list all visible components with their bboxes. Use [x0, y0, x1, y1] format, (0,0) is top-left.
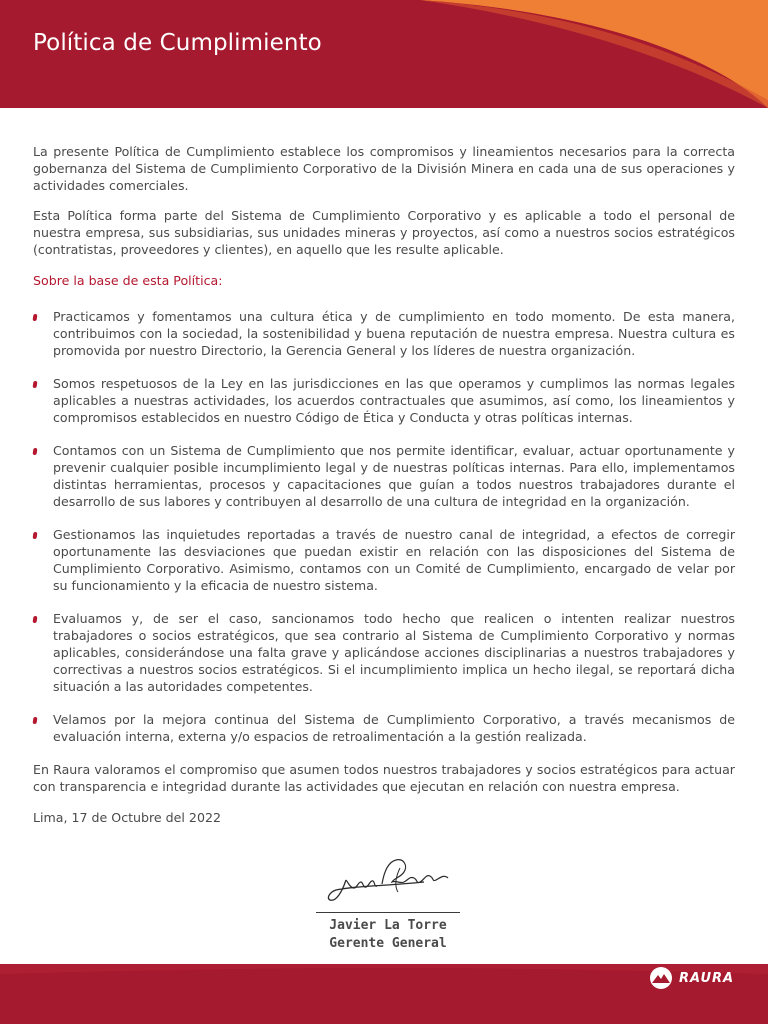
signature-line	[316, 912, 460, 913]
bullet-icon	[33, 448, 38, 455]
signature-block	[316, 852, 460, 953]
bullet-text: Evaluamos y, de ser el caso, sancionamos todo hecho que realicen o intenten realizar nuestros trabajadores o socios estratégicos, que sea contrario al Sistema de Cumplimiento Corporativo y normas aplicables, considerándose una falta grave y aplicándose acciones disciplinarias a nuestros trabajadores y correctivas a nuestros socios estratégicos. Si el incumplimiento implica un hecho ilegal, se reportará dicha situación a las autoridades competentes.	[53, 611, 735, 694]
list-item	[33, 308, 735, 359]
raura-logo-icon	[647, 966, 675, 990]
list-item	[33, 711, 735, 745]
intro-paragraph-2: Esta Política forma parte del Sistema de Cumplimiento Corporativo y es aplicable a todo el personal de nuestra empresa, sus subsidiarias, sus unidades mineras y proyectos, así como a nuestros socios estratégicos (contratistas, proveedores y clientes), en aquello que les resulte aplicable.	[33, 208, 735, 257]
date-line: Lima, 17 de Octubre del 2022	[33, 810, 221, 825]
bullet-text: Velamos por la mejora continua del Sistema de Cumplimiento Corporativo, a través mecanismos de evaluación interna, externa y/o espacios de retroalimentación a la gestión realizada.	[53, 712, 735, 744]
list-item	[33, 375, 735, 426]
raura-logo	[647, 966, 734, 990]
bullet-icon	[33, 314, 38, 321]
handwritten-signature	[324, 852, 456, 908]
list-item	[33, 442, 735, 510]
policy-bullet-list	[33, 308, 735, 745]
page-title: Política de Cumplimiento	[33, 30, 322, 56]
bullet-text: Contamos con un Sistema de Cumplimiento que nos permite identificar, evaluar, actuar oportunamente y prevenir cualquier posible incumplimiento legal y de nuestras políticas internas. Para ello, implementamos distintas herramientas, procesos y capacitaciones que guían a todos nuestros trabajadores durante el desarrollo de sus labores y contribuyen al desarrollo de una cultura de integridad en la organización.	[53, 443, 735, 509]
bullet-text: Somos respetuosos de la Ley en las jurisdicciones en las que operamos y cumplimos las normas legales aplicables a nuestras actividades, los acuerdos contractuales que asumimos, así como, los lineamientos y compromisos establecidos en nuestro Código de Ética y Conducta y otras políticas internas.	[53, 376, 735, 425]
bullet-text: Gestionamos las inquietudes reportadas a través de nuestro canal de integridad, a efectos de corregir oportunamente las desviaciones que puedan existir en relación con las disposiciones del Sistema de Cumplimiento Corporativo. Asimismo, contamos con un Comité de Cumplimiento, encargado de velar por su funcionamiento y la eficacia de nuestro sistema.	[53, 527, 735, 593]
signer-name: Javier La Torre	[329, 918, 447, 933]
intro-paragraph-1: La presente Política de Cumplimiento establece los compromisos y lineamientos necesarios para la correcta gobernanza del Sistema de Cumplimiento Corporativo de la División Minera en cada una de sus operaciones y actividades comerciales.	[33, 144, 735, 193]
header-banner	[0, 0, 768, 108]
list-item	[33, 610, 735, 695]
policy-body	[33, 143, 735, 840]
section-heading: Sobre la base de esta Política:	[33, 273, 223, 288]
closing-paragraph: En Raura valoramos el compromiso que asumen todos nuestros trabajadores y socios estratégicos para actuar con transparencia e integridad durante las actividades que ejecutan en relación con nuestra empresa.	[33, 762, 735, 794]
bullet-icon	[33, 616, 38, 623]
list-item	[33, 526, 735, 594]
bullet-icon	[33, 717, 38, 724]
logo-wordmark: RAURA	[679, 970, 735, 986]
bullet-icon	[33, 532, 38, 539]
signer-role: Gerente General	[329, 936, 447, 951]
bullet-text: Practicamos y fomentamos una cultura ética y de cumplimiento en todo momento. De esta manera, contribuimos con la sociedad, la sostenibilidad y buena reputación de nuestra empresa. Nuestra cultura es promovida por nuestro Directorio, la Gerencia General y los líderes de nuestra organización.	[53, 309, 735, 358]
bullet-icon	[33, 381, 38, 388]
